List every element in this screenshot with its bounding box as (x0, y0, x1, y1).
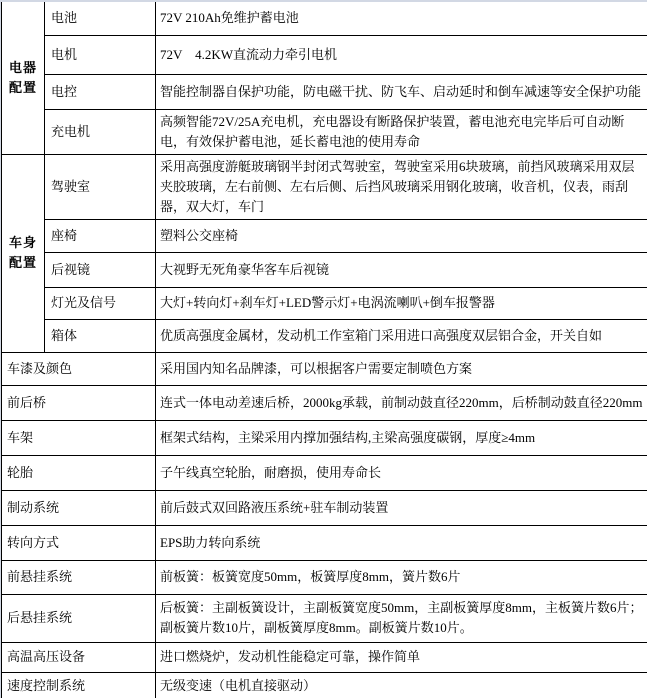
row-value-high-temp-equipment: 进口燃烧炉，发动机性能稳定可靠，操作简单 (156, 642, 647, 672)
table-row (2, 219, 647, 252)
row-label-frame: 车架 (2, 420, 156, 455)
table-row (2, 319, 647, 352)
table-row (2, 109, 647, 154)
row-value-front-suspension: 前板簧：板簧宽度50mm，板簧厚度8mm，簧片数6片 (156, 560, 647, 594)
row-value-controller: 智能控制器自保护功能，防电磁干扰、防飞车、启动延时和倒车减速等安全保护功能 (156, 74, 647, 109)
table-row (2, 525, 647, 560)
table-row (2, 287, 647, 319)
row-value-box-body: 优质高强度金属材，发动机工作室箱门采用进口高强度双层铝合金，开关自如 (156, 319, 647, 352)
row-label-steering: 转向方式 (2, 525, 156, 560)
table-row (2, 352, 647, 385)
row-value-lights-signals: 大灯+转向灯+刹车灯+LED警示灯+电涡流喇叭+倒车报警器 (156, 287, 647, 319)
vehicle-spec-table (1, 2, 647, 698)
row-label-tires: 轮胎 (2, 455, 156, 490)
row-label-rear-suspension: 后悬挂系统 (2, 594, 156, 642)
row-label-mirror: 后视镜 (45, 252, 156, 287)
table-row (2, 672, 647, 698)
table-row (2, 594, 647, 642)
row-label-charger: 充电机 (45, 109, 156, 154)
row-label-paint-color: 车漆及颜色 (2, 352, 156, 385)
row-label-front-suspension: 前悬挂系统 (2, 560, 156, 594)
row-value-mirror: 大视野无死角豪华客车后视镜 (156, 252, 647, 287)
table-row (2, 252, 647, 287)
row-label-lights-signals: 灯光及信号 (45, 287, 156, 319)
table-row (2, 642, 647, 672)
row-value-paint-color: 采用国内知名品牌漆，可以根据客户需要定制喷色方案 (156, 352, 647, 385)
row-label-axles: 前后桥 (2, 385, 156, 420)
row-label-brake-system: 制动系统 (2, 490, 156, 525)
table-row (2, 2, 647, 35)
table-row (2, 560, 647, 594)
row-value-cab: 采用高强度游艇玻璃钢半封闭式驾驶室，驾驶室采用6块玻璃，前挡风玻璃采用双层夹胶玻璃，左右前侧、左右后侧、后挡风玻璃采用钢化玻璃，收音机，仪表，雨刮器，双大灯，车门 (156, 154, 647, 219)
row-value-charger: 高频智能72V/25A充电机，充电器设有断路保护装置，蓄电池充电完毕后可自动断电，有效保护蓄电池，延长蓄电池的使用寿命 (156, 109, 647, 154)
row-label-controller: 电控 (45, 74, 156, 109)
row-label-speed-control: 速度控制系统 (2, 672, 156, 698)
row-value-frame: 框架式结构，主梁采用内撑加强结构,主梁高强度碳钢，厚度≥4mm (156, 420, 647, 455)
table-row (2, 35, 647, 74)
row-value-brake-system: 前后鼓式双回路液压系统+驻车制动装置 (156, 490, 647, 525)
table-row (2, 420, 647, 455)
row-label-battery: 电池 (45, 2, 156, 35)
row-label-seat: 座椅 (45, 219, 156, 252)
row-value-speed-control: 无级变速（电机直接驱动） (156, 672, 647, 698)
row-label-motor: 电机 (45, 35, 156, 74)
row-label-cab: 驾驶室 (45, 154, 156, 219)
table-row (2, 74, 647, 109)
group-header-body-config: 车身配置 (2, 154, 45, 352)
row-label-high-temp-equipment: 高温高压设备 (2, 642, 156, 672)
table-row (2, 490, 647, 525)
table-row (2, 154, 647, 219)
table-row (2, 455, 647, 490)
row-value-battery: 72V 210Ah免维护蓄电池 (156, 2, 647, 35)
table-row (2, 385, 647, 420)
row-value-tires: 子午线真空轮胎，耐磨损，使用寿命长 (156, 455, 647, 490)
row-value-axles: 连式一体电动差速后桥，2000kg承载，前制动鼓直径220mm，后桥制动鼓直径220mm (156, 385, 647, 420)
row-value-steering: EPS助力转向系统 (156, 525, 647, 560)
group-header-electrical-config: 电器配置 (2, 2, 45, 154)
row-value-motor: 72V 4.2KW直流动力牵引电机 (156, 35, 647, 74)
row-value-seat: 塑料公交座椅 (156, 219, 647, 252)
row-label-box-body: 箱体 (45, 319, 156, 352)
row-value-rear-suspension: 后板簧：主副板簧设计，主副板簧宽度50mm，主副板簧厚度8mm，主板簧片数6片；副板簧片数10片，副板簧厚度8mm。副板簧片数10片。 (156, 594, 647, 642)
